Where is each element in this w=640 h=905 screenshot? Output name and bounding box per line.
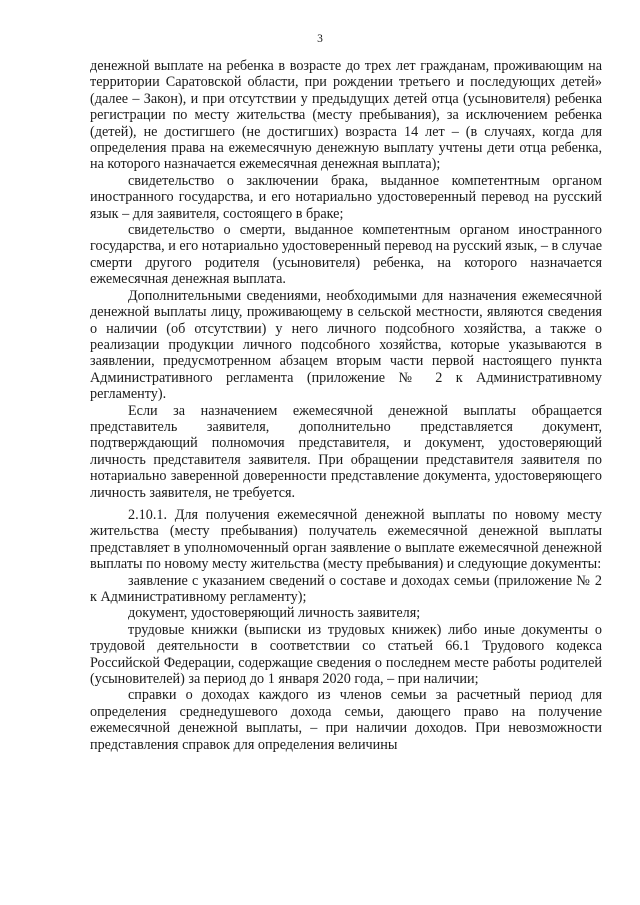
paragraph: трудовые книжки (выписки из трудовых книжек) либо иные документы о трудовой деятельности в соответствии со статьей 66.1 Трудового кодекса Российской Федерации, содержащие сведения о последнем месте работы родителей (усыновителей) за период до 1 января 2020 года, – при наличии;: [90, 621, 602, 688]
paragraph: заявление с указанием сведений о составе и доходах семьи (приложение № 2 к Административному регламенту);: [90, 572, 602, 605]
paragraph: денежной выплате на ребенка в возрасте до трех лет гражданам, проживающим на территории Саратовской области, при рождении третьего и последующих детей» (далее – Закон), и при отсутствии у предыдущих детей отца (усыновителя) ребенка регистрации по месту жительства (месту пребывания), за исключением ребенка (детей), не достигшего (не достигших) возраста 14 лет – (в случаях, когда для определения права на ежемесячную денежную выплату учтены дети отца ребенка, на которого назначается ежемесячная денежная выплата);: [90, 58, 602, 173]
page-number: 3: [317, 33, 323, 45]
paragraph: свидетельство о заключении брака, выданное компетентным органом иностранного государства, и его нотариально удостоверенный перевод на русский язык – для заявителя, состоящего в браке;: [90, 172, 602, 222]
paragraph: свидетельство о смерти, выданное компетентным органом иностранного государства, и его нотариально удостоверенный перевод на русский язык, – в случае смерти другого родителя (усыновителя) ребенка, на которого назначается ежемесячная денежная выплата.: [90, 222, 602, 288]
paragraph: справки о доходах каждого из членов семьи за расчетный период для определения среднедушевого дохода семьи, дающего право на получение ежемесячной денежной выплаты, – при наличии доходов. При невозможности представления справок для определения величины: [90, 687, 602, 753]
paragraph: документ, удостоверяющий личность заявителя;: [128, 605, 421, 622]
paragraph: Если за назначением ежемесячной денежной выплаты обращается представитель заявителя, дополнительно представляется документ, подтверждающий полномочия представителя, и документ, удостоверяющий личность представителя заявителя. При обращении представителя заявителя по нотариально заверенной доверенности представление документа, удостоверяющего личность заявителя, не требуется.: [90, 402, 602, 501]
paragraph: Дополнительными сведениями, необходимыми для назначения ежемесячной денежной выплаты лицу, проживающему в сельской местности, являются сведения о наличии (об отсутствии) у него личного подсобного хозяйства, а также о реализации продукции личного подсобного хозяйства, которые указываются в заявлении, предусмотренном абзацем вторым части первой настоящего пункта Административного регламента (приложение № 2 к Административному регламенту).: [90, 287, 602, 403]
paragraph: 2.10.1. Для получения ежемесячной денежной выплаты по новому месту жительства (месту пребывания) получатель ежемесячной денежной выплаты представляет в уполномоченный орган заявление о выплате ежемесячной денежной выплаты по новому месту жительства (месту пребывания) и следующие документы:: [90, 506, 602, 573]
body-text: [90, 58, 602, 753]
